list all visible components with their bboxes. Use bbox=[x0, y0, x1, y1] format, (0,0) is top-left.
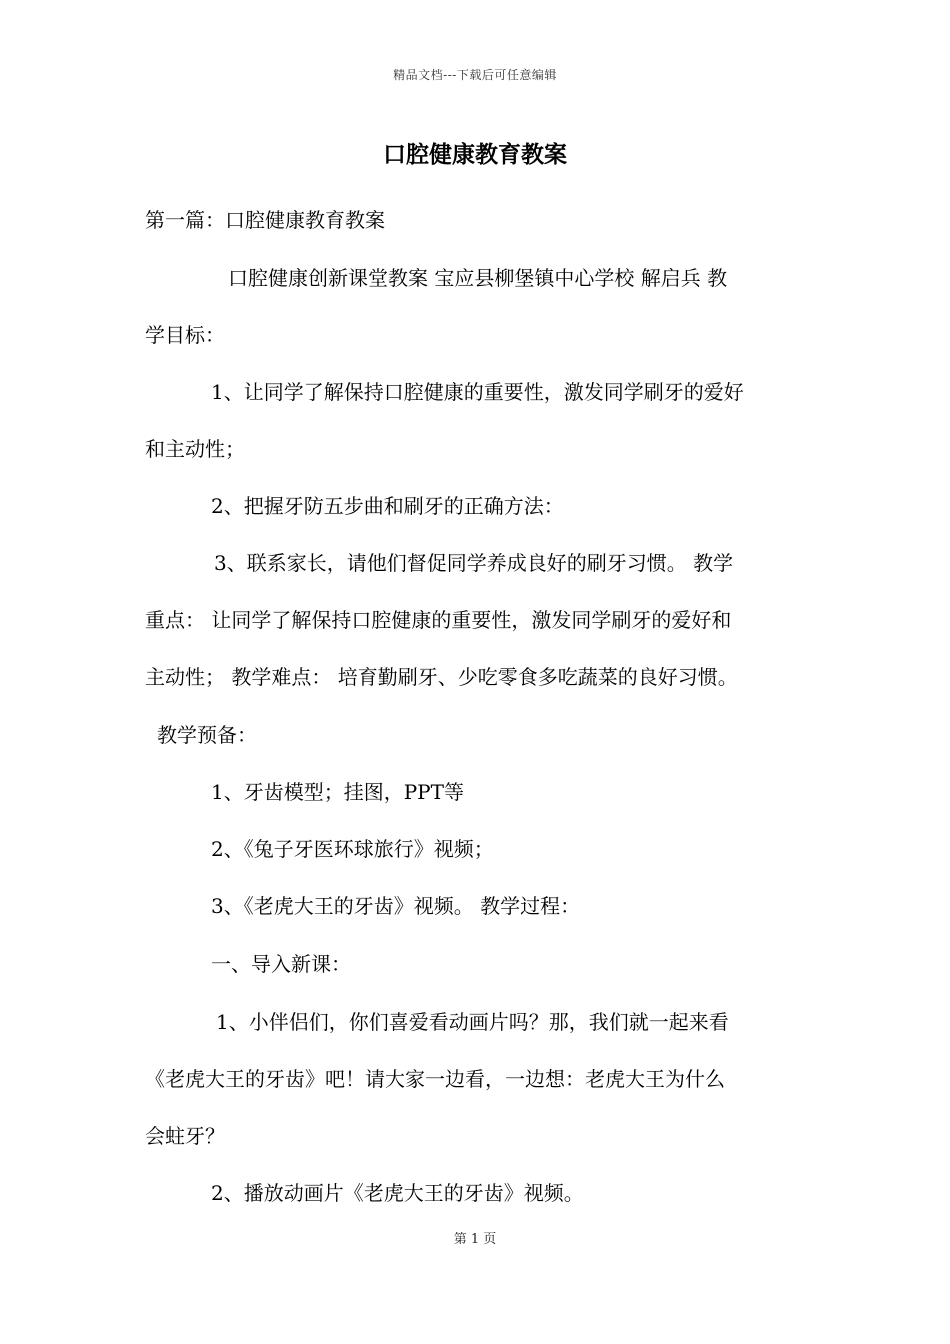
paragraph-line: 重点： 让同学了解保持口腔健康的重要性，激发同学刷牙的爱好和 bbox=[145, 608, 732, 632]
paragraph-line: 《老虎大王的牙齿》吧！请大家一边看，一边想：老虎大王为什么 bbox=[145, 1067, 725, 1091]
paragraph-line: 1、让同学了解保持口腔健康的重要性，激发同学刷牙的爱好 bbox=[211, 380, 744, 404]
paragraph-line: 主动性； 教学难点： 培育勤刷牙、少吃零食多吃蔬菜的良好习惯。 bbox=[145, 665, 738, 689]
document-title: 口腔健康教育教案 bbox=[383, 141, 567, 168]
paragraph-line: 3、《老虎大王的牙齿》视频。 教学过程： bbox=[211, 894, 581, 918]
paragraph-line: 2、《兔子牙医环球旅行》视频； bbox=[211, 837, 494, 861]
section-heading: 第一篇：口腔健康教育教案 bbox=[145, 208, 385, 232]
paragraph-line: 和主动性； bbox=[145, 437, 245, 461]
paragraph-line: 3、联系家长，请他们督促同学养成良好的刷牙习惯。 教学 bbox=[214, 551, 734, 575]
paragraph-line: 1、牙齿模型；挂图，PPT等 bbox=[211, 780, 464, 804]
paragraph-line: 2、把握牙防五步曲和刷牙的正确方法： bbox=[211, 494, 564, 518]
paragraph-line: 1、小伴侣们，你们喜爱看动画片吗？那，我们就一起来看 bbox=[216, 1010, 729, 1034]
paragraph-line: 会蛀牙？ bbox=[145, 1124, 225, 1148]
page-number: 第 1 页 bbox=[453, 1232, 497, 1247]
paragraph-line: 学目标： bbox=[145, 323, 225, 347]
paragraph-line: 教学预备： bbox=[157, 723, 257, 747]
header-note: 精品文档---下载后可任意编辑 bbox=[393, 68, 557, 82]
paragraph-line: 口腔健康创新课堂教案 宝应县柳堡镇中心学校 解启兵 教 bbox=[228, 266, 728, 290]
paragraph-line: 一、导入新课： bbox=[211, 952, 351, 976]
paragraph-line: 2、播放动画片《老虎大王的牙齿》视频。 bbox=[211, 1181, 584, 1205]
